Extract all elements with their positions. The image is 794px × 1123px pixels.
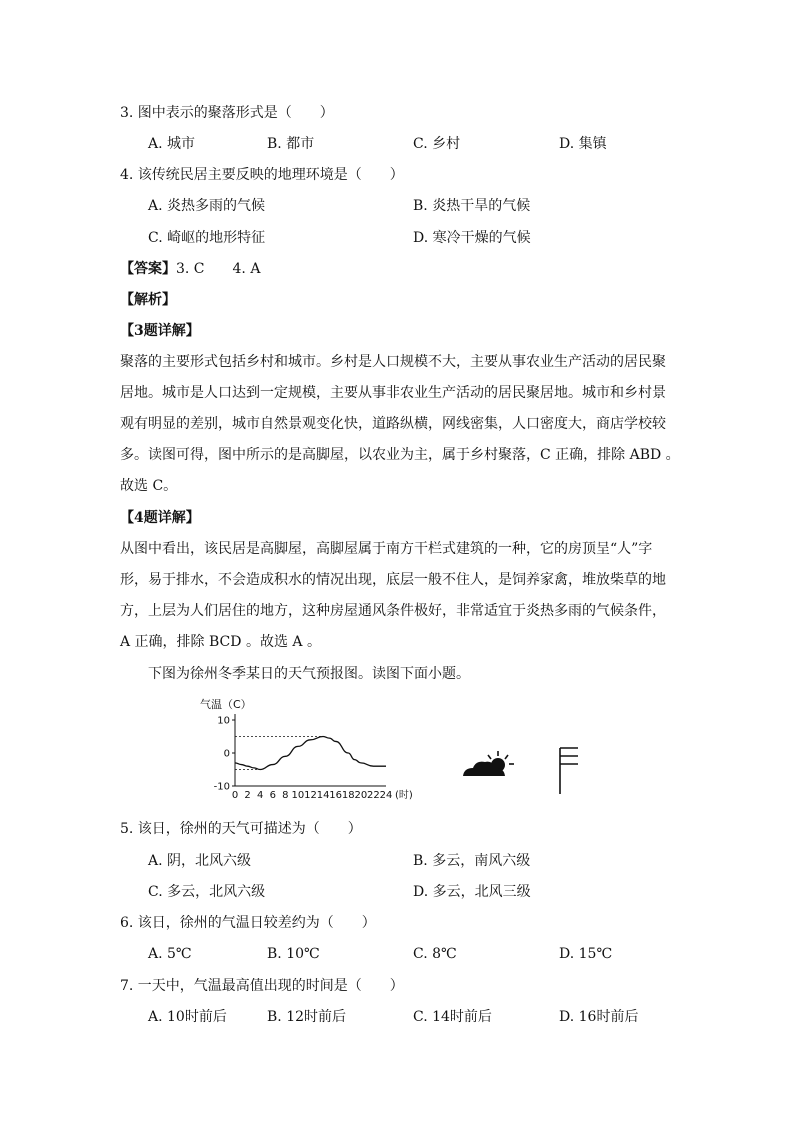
chart-x-tick-label: 18 (341, 790, 355, 801)
chart-x-tick-label: 6 (269, 790, 276, 801)
q4-option-d: D. 寒冷干燥的气候 (413, 230, 531, 246)
answer-text: 3. C 4. A (176, 261, 261, 277)
q4-stem: 4. 该传统民居主要反映的地理环境是（ ） (120, 167, 404, 183)
answer-label: 【答案】 (120, 261, 176, 277)
detail4-line: 从图中看出，该民居是高脚屋，高脚屋属于南方干栏式建筑的一种，它的房顶呈“人”字 (120, 541, 653, 557)
q6-stem: 6. 该日，徐州的气温日较差约为（ ） (120, 915, 376, 931)
chart-x-tick-label: 2 (244, 790, 251, 801)
chart-xlabel: (时) (395, 790, 413, 801)
q3-option-a: A. 城市 (148, 136, 196, 152)
q5-option-c: C. 多云，北风六级 (148, 884, 266, 900)
q5-stem: 5. 该日，徐州的天气可描述为（ ） (120, 821, 362, 837)
q7-option-b: B. 12时前后 (267, 1009, 347, 1025)
q6-option-b: B. 10℃ (267, 946, 320, 962)
chart-x-tick-label: 12 (304, 790, 317, 801)
q3-option-b: B. 都市 (267, 136, 315, 152)
q7-stem: 7. 一天中，气温最高值出现的时间是（ ） (120, 978, 404, 994)
chart-x-tick-label: 0 (231, 790, 239, 801)
detail4-line: 方，上层为人们居住的地方，这种房屋通风条件极好，非常适宜于炎热多雨的气候条件， (120, 603, 666, 619)
detail3-line: 故选 C。 (120, 478, 178, 494)
q5-option-d: D. 多云，北风三级 (413, 884, 531, 900)
detail3-label: 【3题详解】 (120, 323, 200, 339)
wind-barb-icon (552, 744, 592, 796)
q3-option-c: C. 乡村 (413, 136, 461, 152)
detail3-line: 观有明显的差别，城市自然景观变化快，道路纵横，网线密集，人口密度大，商店学校较 (120, 416, 666, 432)
chart-x-tick-label: 16 (329, 790, 343, 801)
detail3-line: 聚落的主要形式包括乡村和城市。乡村是人口规模不大，主要从事农业生产活动的居民聚 (120, 354, 666, 370)
chart-ylabel: 气温（C） (200, 698, 252, 711)
chart-x-tick-label: 10 (291, 790, 305, 801)
q3-option-d: D. 集镇 (559, 136, 607, 152)
chart-x-tick-label: 22 (367, 790, 380, 801)
q6-option-a: A. 5℃ (148, 946, 192, 962)
detail3-paragraph (120, 347, 680, 502)
detail4-paragraph (120, 534, 680, 658)
detail3-line: 居地。城市是人口达到一定规模，主要从事非农业生产活动的居民聚居地。城市和乡村景 (120, 385, 666, 401)
cloudy-icon (458, 748, 518, 782)
chart-x-tick-label: 24 (379, 790, 393, 801)
q4-option-b: B. 炎热干旱的气候 (413, 198, 531, 214)
chart-y-tick-label: -10 (213, 781, 230, 793)
q6-option-c: C. 8℃ (413, 946, 457, 962)
analysis-label: 【解析】 (120, 292, 176, 308)
chart-y-tick-label: 10 (217, 715, 230, 727)
q6-option-d: D. 15℃ (559, 946, 613, 962)
q7-option-a: A. 10时前后 (148, 1009, 227, 1025)
chart-x-tick-label: 20 (354, 790, 368, 801)
q4-option-a: A. 炎热多雨的气候 (148, 198, 266, 214)
q7-option-c: C. 14时前后 (413, 1009, 492, 1025)
temperature-chart (190, 694, 430, 808)
q5-option-b: B. 多云，南风六级 (413, 853, 531, 869)
detail4-label: 【4题详解】 (120, 510, 200, 526)
intro-text: 下图为徐州冬季某日的天气预报图。读图下面小题。 (148, 666, 470, 682)
q5-option-a: A. 阴，北风六级 (148, 853, 252, 869)
chart-x-tick-label: 4 (256, 790, 264, 801)
answer-line (120, 259, 260, 279)
detail3-line: 多。读图可得，图中所示的是高脚屋，以农业为主，属于乡村聚落，C 正确，排除 ABD 。 (120, 447, 680, 463)
detail4-line: A 正确，排除 BCD 。故选 A 。 (120, 634, 321, 650)
chart-x-tick-label: 14 (316, 790, 330, 801)
chart-y-tick-label: 0 (223, 748, 230, 760)
q4-option-c: C. 崎岖的地形特征 (148, 230, 266, 246)
chart-series-line (235, 737, 386, 770)
q3-stem: 3. 图中表示的聚落形式是（ ） (120, 105, 334, 121)
detail4-line: 形，易于排水，不会造成积水的情况出现，底层一般不住人，是饲养家禽，堆放柴草的地 (120, 572, 666, 588)
q7-option-d: D. 16时前后 (559, 1009, 639, 1025)
chart-x-tick-label: 8 (282, 790, 289, 801)
